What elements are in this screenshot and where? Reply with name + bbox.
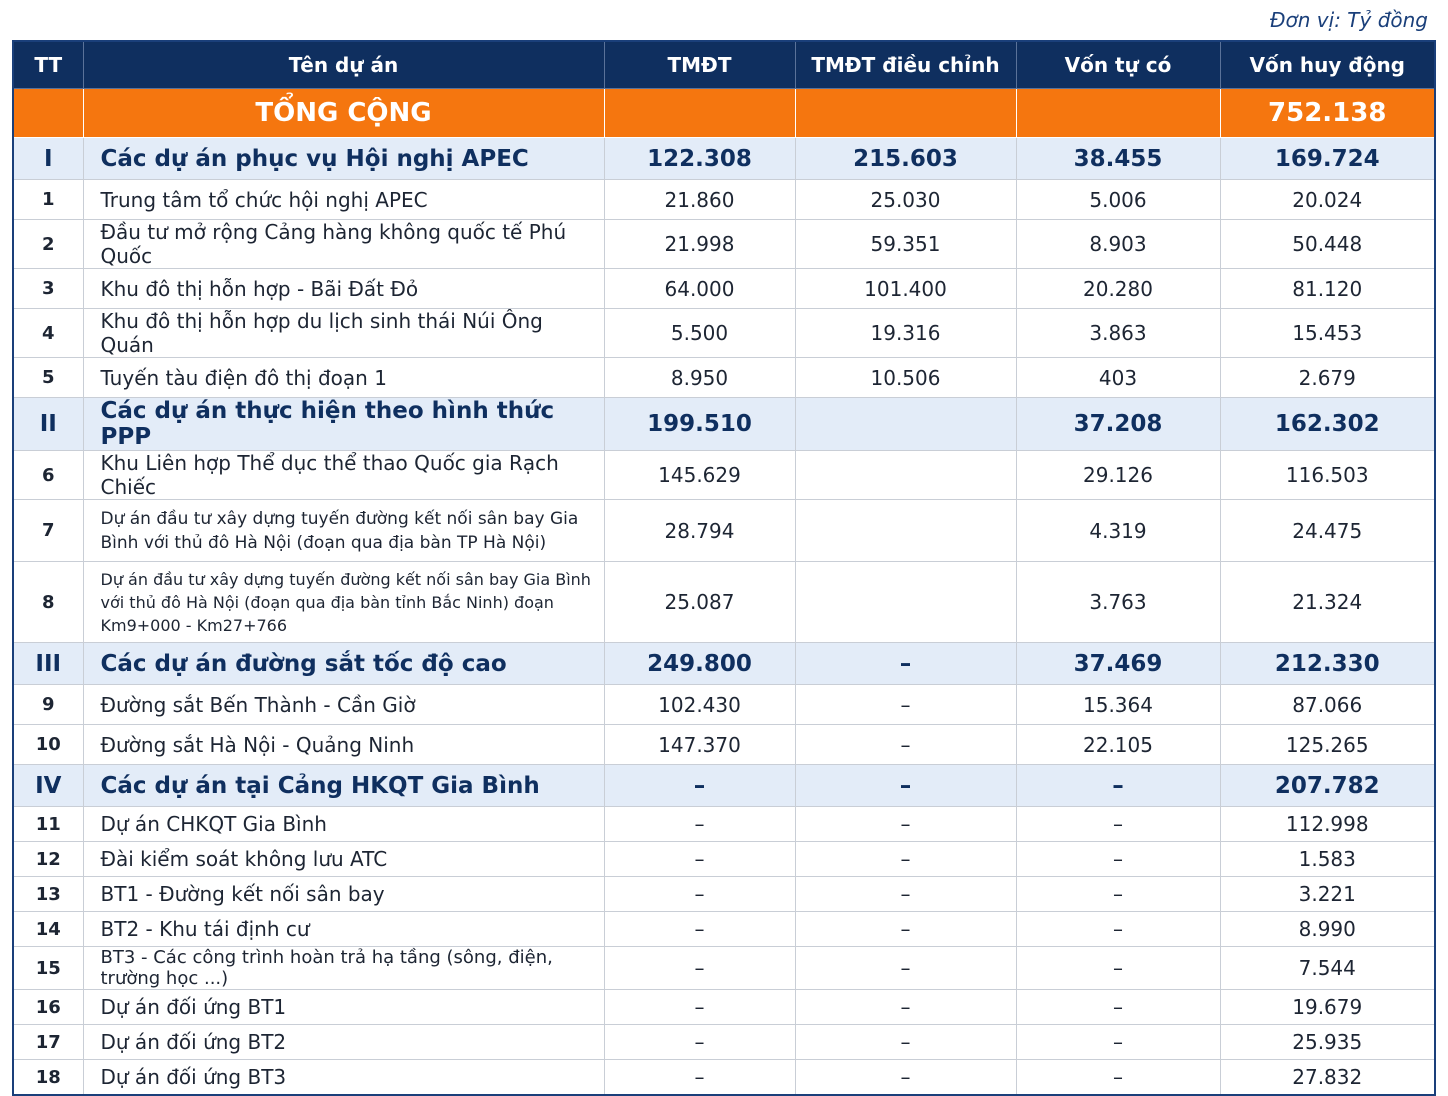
cell-tmdt: – (604, 807, 795, 842)
group-name: Các dự án phục vụ Hội nghị APEC (83, 138, 604, 180)
cell-tmdt-adjusted: – (795, 877, 1016, 912)
cell-name: Trung tâm tổ chức hội nghị APEC (83, 180, 604, 220)
cell-tt: 13 (13, 877, 83, 912)
cell-tmdt-adjusted: – (795, 947, 1016, 990)
cell-tt: 7 (13, 500, 83, 562)
cell-mobilized-capital: 8.990 (1220, 912, 1435, 947)
group-tmdt-adjusted: 215.603 (795, 138, 1016, 180)
cell-own-capital: – (1016, 947, 1220, 990)
cell-tmdt-adjusted: – (795, 1060, 1016, 1096)
cell-tmdt: 102.430 (604, 685, 795, 725)
cell-tt: 3 (13, 269, 83, 309)
cell-tt: 15 (13, 947, 83, 990)
cell-tmdt: 21.860 (604, 180, 795, 220)
cell-name: Khu đô thị hỗn hợp - Bãi Đất Đỏ (83, 269, 604, 309)
cell-tmdt: – (604, 877, 795, 912)
cell-mobilized-capital: 87.066 (1220, 685, 1435, 725)
cell-mobilized-capital: 24.475 (1220, 500, 1435, 562)
cell-tmdt: 28.794 (604, 500, 795, 562)
cell-own-capital: – (1016, 912, 1220, 947)
cell-name: Đầu tư mở rộng Cảng hàng không quốc tế Phú Quốc (83, 220, 604, 269)
table-row (13, 269, 1435, 309)
group-name: Các dự án thực hiện theo hình thức PPP (83, 398, 604, 451)
cell-tmdt-adjusted (795, 500, 1016, 562)
cell-own-capital: – (1016, 807, 1220, 842)
cell-tmdt-adjusted: 10.506 (795, 358, 1016, 398)
cell-name: Dự án đối ứng BT1 (83, 990, 604, 1025)
cell-mobilized-capital: 19.679 (1220, 990, 1435, 1025)
cell-tmdt: – (604, 990, 795, 1025)
cell-tmdt: 25.087 (604, 562, 795, 643)
group-row (13, 765, 1435, 807)
header-name: Tên dự án (83, 41, 604, 89)
group-mobilized-capital: 169.724 (1220, 138, 1435, 180)
table-row (13, 1060, 1435, 1096)
group-own-capital: – (1016, 765, 1220, 807)
group-tt: I (13, 138, 83, 180)
cell-tmdt-adjusted: 101.400 (795, 269, 1016, 309)
cell-tt: 12 (13, 842, 83, 877)
cell-own-capital: 22.105 (1016, 725, 1220, 765)
table-body (13, 89, 1435, 1096)
group-tmdt-adjusted: – (795, 765, 1016, 807)
cell-name: Dự án đầu tư xây dựng tuyến đường kết nối sân bay Gia Bình với thủ đô Hà Nội (đoạn qua địa bàn tỉnh Bắc Ninh) đoạn Km9+000 - Km27+766 (83, 562, 604, 643)
cell-tt: 16 (13, 990, 83, 1025)
total-tmdt (604, 89, 795, 138)
cell-name: Dự án đối ứng BT2 (83, 1025, 604, 1060)
group-name: Các dự án đường sắt tốc độ cao (83, 643, 604, 685)
cell-mobilized-capital: 27.832 (1220, 1060, 1435, 1096)
cell-tmdt-adjusted: 59.351 (795, 220, 1016, 269)
cell-name: BT1 - Đường kết nối sân bay (83, 877, 604, 912)
cell-mobilized-capital: 112.998 (1220, 807, 1435, 842)
table-row (13, 912, 1435, 947)
table-row (13, 685, 1435, 725)
cell-tmdt: – (604, 842, 795, 877)
group-mobilized-capital: 212.330 (1220, 643, 1435, 685)
cell-mobilized-capital: 50.448 (1220, 220, 1435, 269)
cell-tmdt-adjusted (795, 451, 1016, 500)
cell-tmdt: 8.950 (604, 358, 795, 398)
cell-mobilized-capital: 21.324 (1220, 562, 1435, 643)
total-row (13, 89, 1435, 138)
table-row (13, 451, 1435, 500)
project-table (12, 40, 1436, 1096)
cell-mobilized-capital: 125.265 (1220, 725, 1435, 765)
table-row (13, 500, 1435, 562)
cell-tt: 18 (13, 1060, 83, 1096)
total-tmdt-adjusted (795, 89, 1016, 138)
group-own-capital: 38.455 (1016, 138, 1220, 180)
group-name: Các dự án tại Cảng HKQT Gia Bình (83, 765, 604, 807)
cell-tmdt: 64.000 (604, 269, 795, 309)
cell-tmdt: – (604, 947, 795, 990)
group-row (13, 643, 1435, 685)
cell-own-capital: 403 (1016, 358, 1220, 398)
cell-name: Khu Liên hợp Thể dục thể thao Quốc gia Rạch Chiếc (83, 451, 604, 500)
cell-own-capital: – (1016, 1060, 1220, 1096)
cell-tt: 5 (13, 358, 83, 398)
total-mobilized-capital: 752.138 (1220, 89, 1435, 138)
group-own-capital: 37.469 (1016, 643, 1220, 685)
cell-name: Dự án đầu tư xây dựng tuyến đường kết nối sân bay Gia Bình với thủ đô Hà Nội (đoạn qua địa bàn TP Hà Nội) (83, 500, 604, 562)
cell-tmdt: – (604, 912, 795, 947)
header-mobilized-capital: Vốn huy động (1220, 41, 1435, 89)
cell-name: Khu đô thị hỗn hợp du lịch sinh thái Núi Ông Quán (83, 309, 604, 358)
cell-tmdt-adjusted: – (795, 685, 1016, 725)
cell-tmdt-adjusted: – (795, 807, 1016, 842)
cell-tt: 17 (13, 1025, 83, 1060)
group-tmdt: 199.510 (604, 398, 795, 451)
cell-own-capital: 29.126 (1016, 451, 1220, 500)
table-row (13, 990, 1435, 1025)
header-tt: TT (13, 41, 83, 89)
group-tt: III (13, 643, 83, 685)
cell-name: Đài kiểm soát không lưu ATC (83, 842, 604, 877)
cell-own-capital: 3.863 (1016, 309, 1220, 358)
cell-own-capital: 4.319 (1016, 500, 1220, 562)
cell-own-capital: 3.763 (1016, 562, 1220, 643)
table-header (13, 41, 1435, 89)
cell-own-capital: – (1016, 990, 1220, 1025)
cell-tmdt: 5.500 (604, 309, 795, 358)
cell-own-capital: 5.006 (1016, 180, 1220, 220)
group-tmdt-adjusted (795, 398, 1016, 451)
cell-name: BT2 - Khu tái định cư (83, 912, 604, 947)
cell-mobilized-capital: 2.679 (1220, 358, 1435, 398)
cell-tmdt-adjusted (795, 562, 1016, 643)
cell-mobilized-capital: 116.503 (1220, 451, 1435, 500)
cell-mobilized-capital: 1.583 (1220, 842, 1435, 877)
cell-own-capital: – (1016, 1025, 1220, 1060)
group-own-capital: 37.208 (1016, 398, 1220, 451)
cell-tt: 2 (13, 220, 83, 269)
cell-tmdt-adjusted: – (795, 725, 1016, 765)
cell-name: Đường sắt Bến Thành - Cần Giờ (83, 685, 604, 725)
table-row (13, 358, 1435, 398)
total-label: TỔNG CỘNG (83, 89, 604, 138)
table-row (13, 562, 1435, 643)
cell-mobilized-capital: 20.024 (1220, 180, 1435, 220)
table-row (13, 309, 1435, 358)
cell-mobilized-capital: 81.120 (1220, 269, 1435, 309)
cell-tmdt-adjusted: – (795, 912, 1016, 947)
table-row (13, 947, 1435, 990)
group-mobilized-capital: 162.302 (1220, 398, 1435, 451)
group-tmdt: 122.308 (604, 138, 795, 180)
table-row (13, 842, 1435, 877)
group-tmdt: – (604, 765, 795, 807)
cell-tt: 11 (13, 807, 83, 842)
cell-tmdt-adjusted: – (795, 1025, 1016, 1060)
cell-tt: 10 (13, 725, 83, 765)
cell-tt: 8 (13, 562, 83, 643)
unit-note: Đơn vị: Tỷ đồng (1270, 8, 1428, 32)
cell-name: Dự án CHKQT Gia Bình (83, 807, 604, 842)
table-row (13, 220, 1435, 269)
table-row (13, 180, 1435, 220)
cell-name: Đường sắt Hà Nội - Quảng Ninh (83, 725, 604, 765)
cell-tt: 6 (13, 451, 83, 500)
cell-mobilized-capital: 3.221 (1220, 877, 1435, 912)
cell-mobilized-capital: 25.935 (1220, 1025, 1435, 1060)
table-row (13, 1025, 1435, 1060)
cell-tmdt-adjusted: – (795, 842, 1016, 877)
group-mobilized-capital: 207.782 (1220, 765, 1435, 807)
table-row (13, 807, 1435, 842)
cell-tmdt-adjusted: 19.316 (795, 309, 1016, 358)
cell-mobilized-capital: 15.453 (1220, 309, 1435, 358)
table-row (13, 725, 1435, 765)
total-own-capital (1016, 89, 1220, 138)
cell-tmdt-adjusted: 25.030 (795, 180, 1016, 220)
cell-tmdt: – (604, 1025, 795, 1060)
group-tt: II (13, 398, 83, 451)
cell-tmdt: 147.370 (604, 725, 795, 765)
cell-tt: 14 (13, 912, 83, 947)
total-tt (13, 89, 83, 138)
cell-tt: 9 (13, 685, 83, 725)
group-row (13, 138, 1435, 180)
cell-tmdt: – (604, 1060, 795, 1096)
cell-tt: 1 (13, 180, 83, 220)
group-tmdt: 249.800 (604, 643, 795, 685)
cell-own-capital: 8.903 (1016, 220, 1220, 269)
cell-own-capital: – (1016, 877, 1220, 912)
cell-tmdt-adjusted: – (795, 990, 1016, 1025)
cell-name: BT3 - Các công trình hoàn trả hạ tầng (sông, điện, trường học ...) (83, 947, 604, 990)
group-tt: IV (13, 765, 83, 807)
cell-name: Tuyến tàu điện đô thị đoạn 1 (83, 358, 604, 398)
cell-tt: 4 (13, 309, 83, 358)
group-row (13, 398, 1435, 451)
cell-own-capital: – (1016, 842, 1220, 877)
cell-own-capital: 20.280 (1016, 269, 1220, 309)
cell-own-capital: 15.364 (1016, 685, 1220, 725)
table-row (13, 877, 1435, 912)
cell-tmdt: 21.998 (604, 220, 795, 269)
header-own-capital: Vốn tự có (1016, 41, 1220, 89)
group-tmdt-adjusted: – (795, 643, 1016, 685)
header-tmdt-adjusted: TMĐT điều chỉnh (795, 41, 1016, 89)
header-tmdt: TMĐT (604, 41, 795, 89)
cell-name: Dự án đối ứng BT3 (83, 1060, 604, 1096)
cell-mobilized-capital: 7.544 (1220, 947, 1435, 990)
cell-tmdt: 145.629 (604, 451, 795, 500)
